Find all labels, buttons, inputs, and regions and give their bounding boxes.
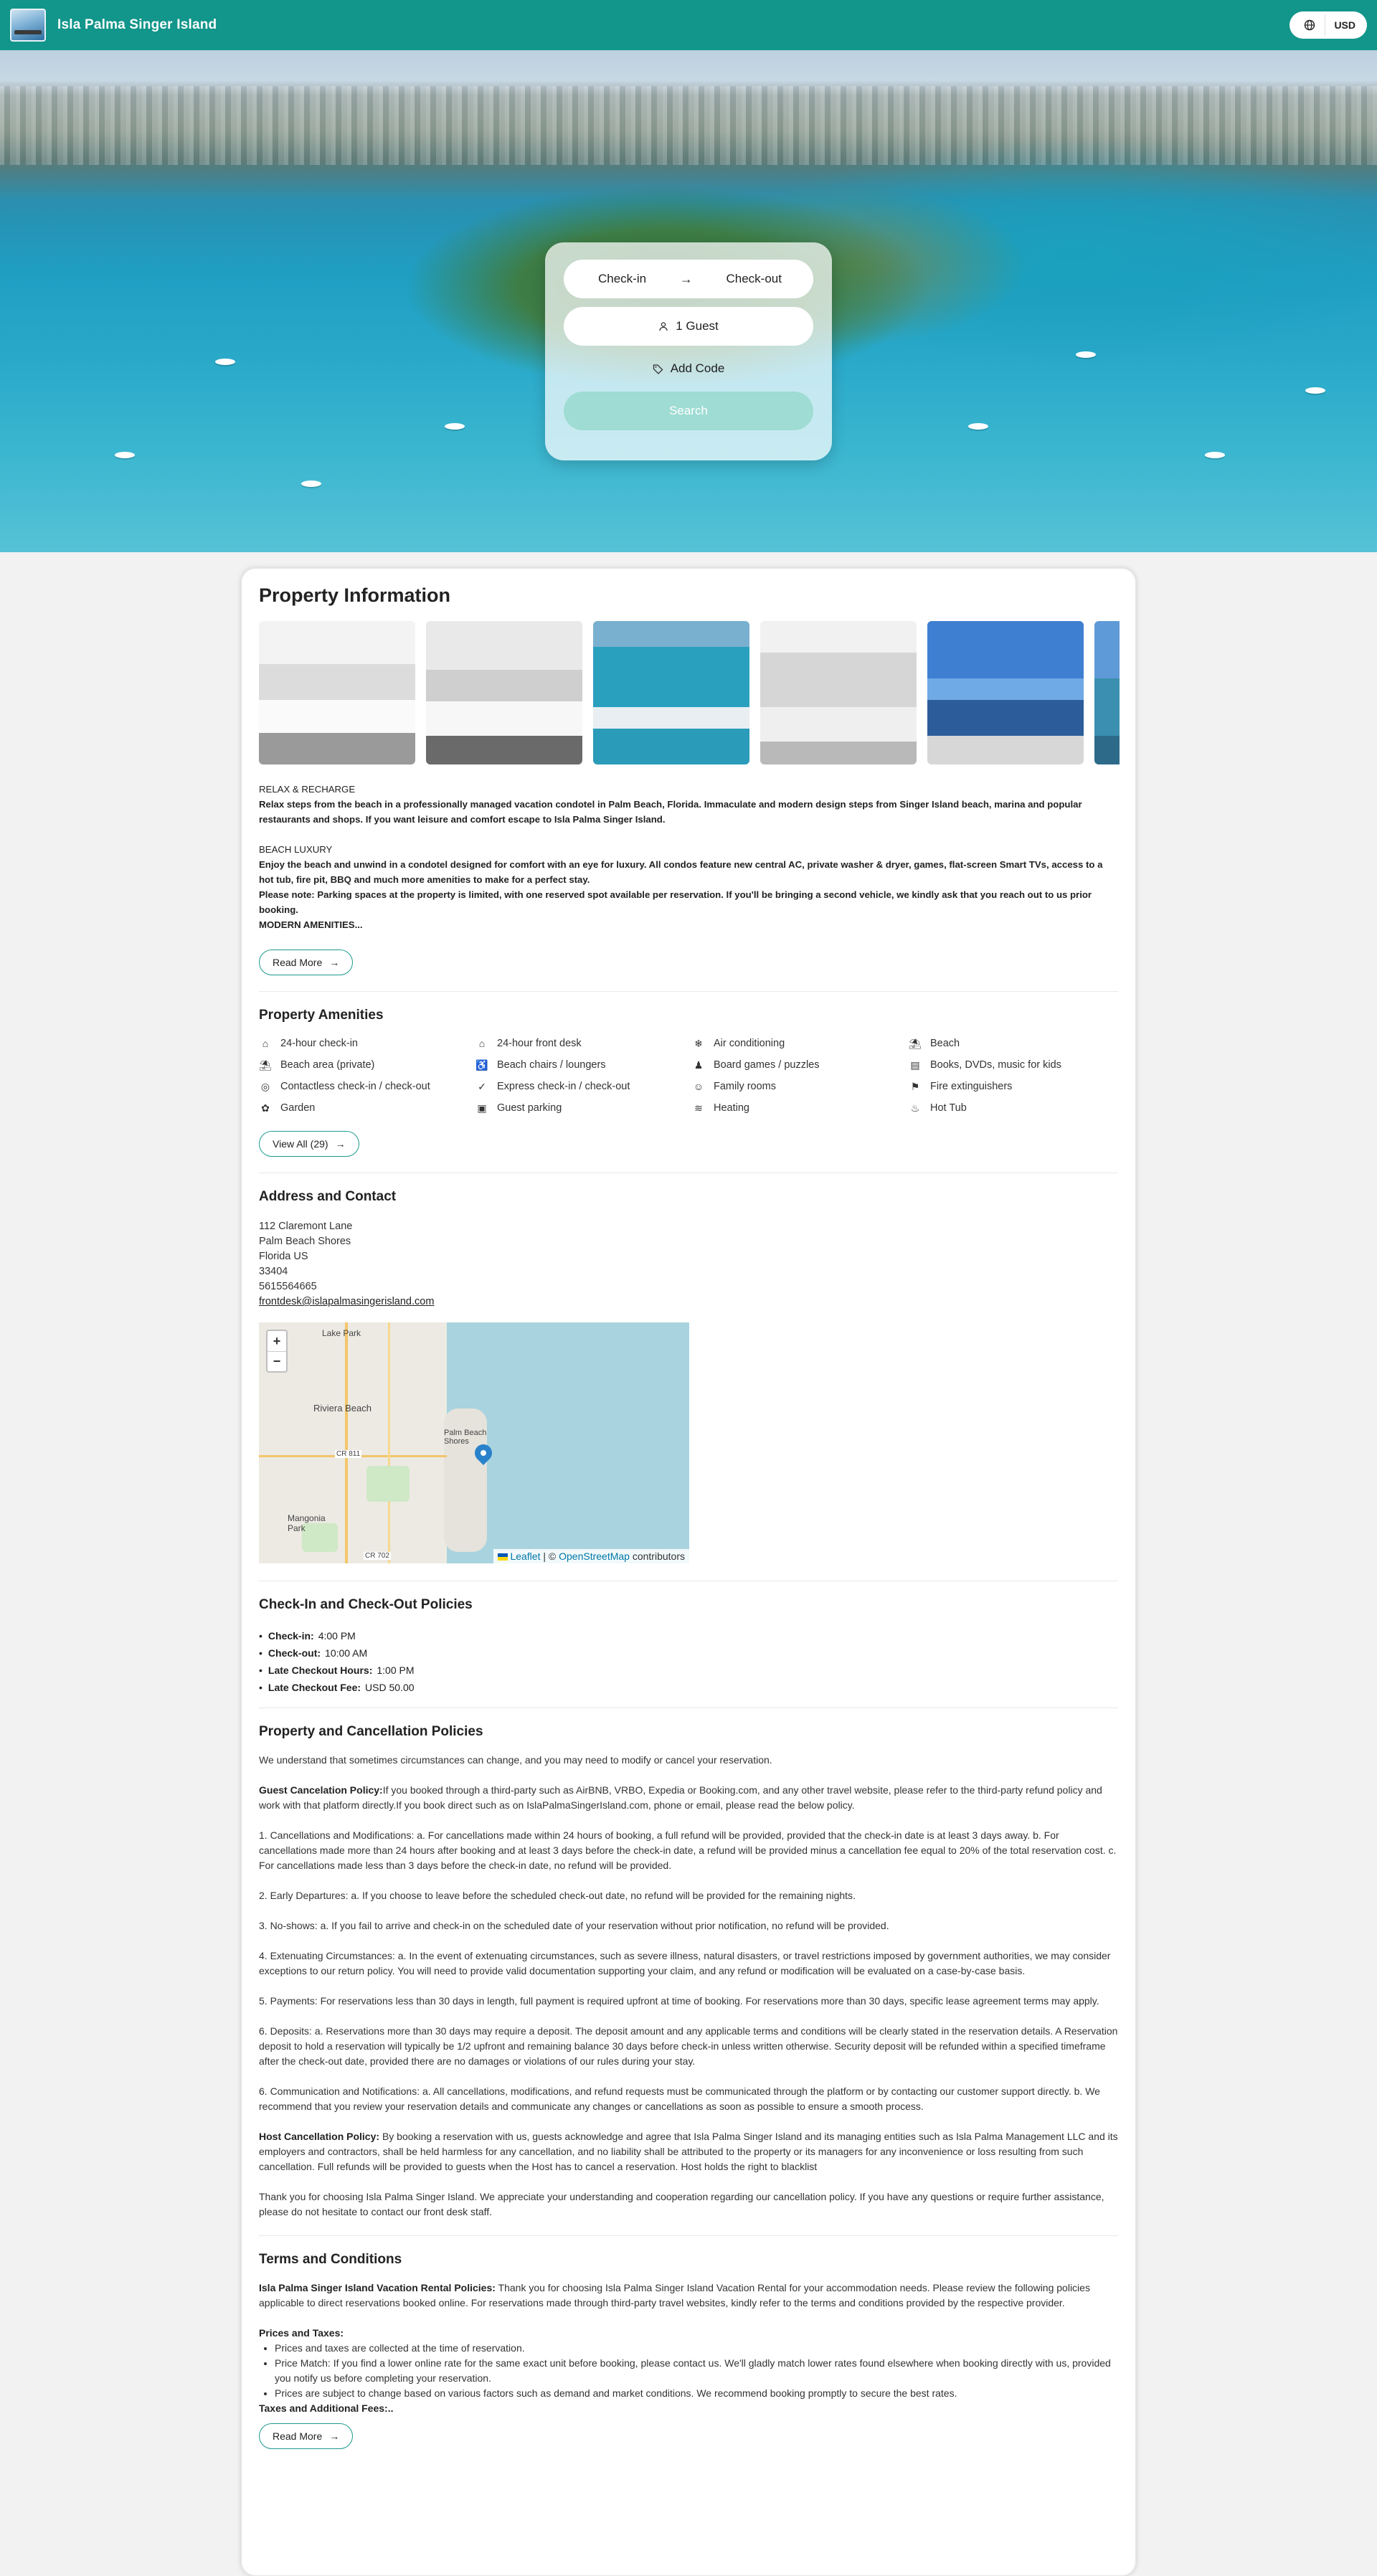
terms-block [259,2281,1118,2416]
gallery-photo[interactable] [593,621,749,764]
map-label: CR 811 [336,1450,361,1458]
amenities-title: Property Amenities [259,1008,384,1023]
terms-bullet: • Prices are subject to change based on various factors such as demand and market conditions. We recommend booking promptly to secure the best rates. [275,2386,1118,2401]
policy-value: 4:00 PM [318,1630,356,1642]
amenity-label: Board games / puzzles [714,1059,820,1071]
desc-heading: BEACH LUXURY [259,844,333,855]
checkin-policies-list [259,1627,1118,1696]
desc-paragraph: Please note: Parking spaces at the property is limited, with one reserved spot available per reservation. If you'll be bringing a second vehicle, we kindly ask that you reach out to us prior booking. [259,889,1092,915]
amenity-label: Books, DVDs, music for kids [930,1059,1061,1071]
parking-icon: ▣ [477,1102,487,1114]
family-icon: ☺ [693,1081,704,1092]
gallery-photo[interactable] [259,621,415,764]
map-label: Mangonia Park [288,1513,326,1533]
policy-paragraph: Thank you for choosing Isla Palma Singer Island. We appreciate your understanding and cooperation regarding our cancellation policy. If you have any questions or require further assistance, please do not hesitate to contact our front desk staff. [259,2191,1104,2217]
amenity-item [692,1059,909,1071]
view-all-amenities-button[interactable] [259,1131,359,1157]
map-label: Riviera Beach [313,1403,372,1414]
osm-link[interactable]: OpenStreetMap [559,1550,630,1562]
map-label: Lake Park [322,1328,361,1338]
amenity-label: 24-hour front desk [497,1038,582,1049]
gallery-photo[interactable] [760,621,917,764]
ukraine-flag-icon [498,1553,508,1561]
hero-image [0,50,1377,552]
gallery-photo[interactable] [927,621,1084,764]
hot-tub-icon: ♨ [910,1102,920,1114]
amenity-item [909,1059,1125,1071]
amenity-item [259,1038,475,1049]
policy-item [259,1644,1118,1662]
amenity-label: Family rooms [714,1081,777,1092]
check-icon: ✓ [478,1080,486,1092]
ac-icon: ❄ [694,1037,703,1049]
language-button[interactable] [1294,14,1325,36]
prices-list [275,2341,1118,2401]
arrow-right-icon: → [329,2430,340,2442]
policy-value: USD 50.00 [365,1682,415,1693]
chair-icon: ♿ [475,1059,488,1071]
policy-key: Check-out: [268,1647,321,1659]
location-map[interactable] [259,1322,689,1563]
boat [445,423,465,430]
tag-icon [653,364,663,374]
amenity-label: Heating [714,1102,749,1114]
amenity-item [475,1038,692,1049]
puzzle-icon: ♟ [694,1059,704,1071]
boat [1205,452,1225,458]
view-all-label: View All (29) [273,1138,328,1150]
property-title: Property Information [259,584,451,606]
policy-paragraph: Host Cancellation Policy: By booking a reservation with us, guests acknowledge and agree that Isla Palma Singer Island and its managing entities such as Isla Palma Management LLC and its employers and contractors, shall be held harmless for any cancellation, and no liability shall be attributed to the property or its managers for any inconvenience or loss resulting from such cancellation. Full refunds will be provided to guests when the Host has to cancel a reservation. Host holds the right to blacklist [259,2131,1118,2172]
checkout-field[interactable]: Check-out [726,272,782,285]
policy-paragraph: 6. Deposits: a. Reservations more than 30 days may require a deposit. The deposit amount and any applicable terms and conditions will be clearly stated in the reservation details. A Reservation deposit to hold a reservation will typically be 1/2 upfront and remaining balance 30 days before check-in unless written otherwise. Security deposit will be refunded within a specified timeframe after the check-out date, provided there are no damages or violations of our rules during your stay. [259,2025,1118,2067]
zoom-out-button[interactable]: − [268,1351,286,1371]
policy-paragraph: 5. Payments: For reservations less than 30 days in length, full payment is required upfront at time of booking. For reservations more than 30 days, specific lease agreement terms may apply. [259,1995,1099,2007]
policy-key: Check-in: [268,1630,314,1642]
person-icon [658,321,668,331]
amenity-label: Beach area (private) [280,1059,375,1071]
read-more-label: Read More [273,2430,323,2442]
bell-icon: ⌂ [262,1038,269,1049]
map-attribution: Leaflet | © OpenStreetMap contributors [493,1549,689,1563]
terms-title: Terms and Conditions [259,2252,402,2267]
hero-skyline [0,86,1377,165]
boat [301,480,321,487]
email-link[interactable]: frontdesk@islapalmasingerisland.com [259,1296,435,1307]
cancellation-policy [259,1753,1118,2220]
amenity-label: Express check-in / check-out [497,1081,630,1092]
amenity-label: Air conditioning [714,1038,785,1049]
policy-item [259,1679,1118,1696]
extinguisher-icon: ⚑ [910,1080,920,1092]
map-label: Palm Beach Shores [444,1429,487,1446]
address-block [259,1219,1118,1310]
contactless-icon: ◎ [260,1080,270,1092]
boat [215,359,235,365]
amenity-item [909,1081,1125,1092]
address-line: Florida US [259,1251,308,1262]
address-line: 33404 [259,1266,288,1277]
amenity-item [475,1102,692,1114]
phone-number[interactable]: 5615564665 [259,1281,317,1292]
bell-icon: ⌂ [478,1038,486,1049]
map-road [388,1322,390,1563]
checkin-field[interactable]: Check-in [598,272,647,285]
property-card [241,568,1136,2576]
read-more-label: Read More [273,957,323,968]
guests-selector[interactable] [564,307,813,346]
policy-value: 1:00 PM [377,1665,415,1676]
amenity-item [259,1081,475,1092]
amenity-item [259,1102,475,1114]
amenity-item [692,1038,909,1049]
photo-gallery[interactable] [259,621,1120,764]
globe-icon [1304,19,1315,31]
arrow-right-icon: → [679,271,693,286]
policy-item [259,1662,1118,1679]
address-line: 112 Claremont Lane [259,1221,353,1232]
desc-paragraph: Enjoy the beach and unwind in a condotel designed for comfort with an eye for luxury. All condos feature new central AC, private washer & dryer, games, flat-screen Smart TVs, access to a hot tub, fire pit, BBQ and much more amenities to make for a perfect stay. [259,859,1103,885]
read-more-button[interactable] [259,950,353,975]
add-code-label: Add Code [670,361,725,375]
address-line: Palm Beach Shores [259,1236,351,1247]
header-actions [1290,11,1367,39]
amenities-grid [259,1038,1118,1114]
amenity-label: Beach [930,1038,960,1049]
policy-value: 10:00 AM [325,1647,368,1659]
currency-selector[interactable]: USD [1334,19,1355,31]
property-description [259,782,1118,932]
amenity-item [909,1038,1125,1049]
prices-heading: Prices and Taxes: [259,2327,344,2339]
desc-heading: RELAX & RECHARGE [259,784,356,795]
policy-key: Late Checkout Hours: [268,1665,373,1676]
map-label: CR 702 [365,1552,389,1560]
arrow-right-icon: → [335,1138,346,1150]
amenity-item [909,1102,1125,1114]
terms-bullet: • Prices and taxes are collected at the time of reservation. [275,2341,1118,2356]
map-park [366,1466,410,1502]
gallery-photo[interactable] [1094,621,1120,764]
leaflet-link[interactable]: Leaflet [510,1550,541,1562]
top-navbar [0,0,1377,50]
amenity-label: Fire extinguishers [930,1081,1013,1092]
amenity-item [692,1102,909,1114]
amenity-label: Garden [280,1102,316,1114]
zoom-in-button[interactable]: + [273,1333,281,1348]
arrow-right-icon: → [329,957,340,968]
cancellation-title: Property and Cancellation Policies [259,1724,483,1739]
amenity-item [475,1059,692,1071]
desc-paragraph: Relax steps from the beach in a professionally managed vacation condotel in Palm Beach, Florida. Immaculate and modern design steps from Singer Island beach, marina and popular restaurants and shops. If you want leisure and comfort escape to Isla Palma Singer Island. [259,799,1082,825]
amenity-label: Guest parking [497,1102,562,1114]
amenity-label: Contactless check-in / check-out [280,1081,430,1092]
boat [1076,351,1096,358]
map-zoom-control [266,1330,288,1373]
search-button[interactable]: Search [564,392,813,430]
book-icon: ▤ [910,1059,920,1071]
policy-paragraph: 4. Extenuating Circumstances: a. In the event of extenuating circumstances, such as severe illness, natural disasters, or travel restrictions imposed by government authorities, we may consider exceptions to our return policy. You will need to provide valid documentation supporting your claim, and any refund or modification will be evaluated on a case-by-case basis. [259,1950,1111,1976]
site-title[interactable]: Isla Palma Singer Island [57,17,217,32]
map-road [345,1322,348,1563]
policy-paragraph: 3. No-shows: a. If you fail to arrive and check-in on the scheduled date of your reservation without prior notification, no refund will be provided. [259,1920,889,1931]
policy-key: Late Checkout Fee: [268,1682,361,1693]
boat [115,452,135,458]
amenity-item [692,1081,909,1092]
policy-paragraph: We understand that sometimes circumstances can change, and you may need to modify or cancel your reservation. [259,1754,772,1766]
policy-paragraph: 1. Cancellations and Modifications: a. For cancellations made within 24 hours of booking, a full refund will be provided, provided that the check-in date is at least 3 days away. b. For cancellations made more than 24 hours after booking and at least 3 days before the check-in date, a refund will be provided minus a cancellation fee equal to 20% of the total reservation cost. c. For cancellations made less than 3 days before the check-in date, no refund will be provided. [259,1829,1117,1871]
amenity-label: 24-hour check-in [280,1038,358,1049]
add-code-button[interactable] [564,353,813,384]
terms-read-more-button[interactable] [259,2423,353,2449]
policy-item [259,1627,1118,1644]
umbrella-icon: ⛱ [259,1059,272,1071]
amenity-label: Beach chairs / loungers [497,1059,606,1071]
address-title: Address and Contact [259,1189,397,1204]
amenity-label: Hot Tub [930,1102,967,1114]
booking-widget [545,242,832,460]
plant-icon: ✿ [261,1102,270,1114]
gallery-photo[interactable] [426,621,582,764]
terms-bullet: • Price Match: If you find a lower online rate for the same exact unit before booking, please contact us. We'll gladly match lower rates found elsewhere when booking directly with us, provided you notify us before completing your reservation. [275,2356,1118,2386]
policy-paragraph: 6. Communication and Notifications: a. All cancellations, modifications, and refund requests must be communicated through the platform or by contacting our customer support directly. b. We recommend that you review your reservation details and communicate any changes or cancellations as soon as possible to ensure a smooth process. [259,2085,1100,2112]
amenity-item [475,1081,692,1092]
heating-icon: ≋ [694,1102,703,1114]
policy-paragraph: Guest Cancelation Policy:If you booked through a third-party such as AirBNB, VRBO, Expedia or Booking.com, and any other travel website, please refer to the third-party refund policy and work with that platform directly.If you book direct such as on IslaPalmaSingerIsland.com, phone or email, please read the below policy. [259,1784,1102,1811]
boat [968,423,988,430]
policy-paragraph: 2. Early Departures: a. If you choose to leave before the scheduled check-out date, no refund will be provided for the remaining nights. [259,1890,856,1901]
umbrella-icon: ⛱ [909,1037,922,1049]
site-logo[interactable] [10,9,46,42]
desc-heading: MODERN AMENITIES... [259,919,363,930]
terms-lead: Isla Palma Singer Island Vacation Rental Policies: Thank you for choosing Isla Palma Singer Island Vacation Rental for your accommodation needs. Please review the following policies applicable to direct reservations booked online. For reservations made through third-party travel websites, kindly refer to the terms and conditions provided by the respective provider. [259,2282,1090,2309]
date-range-picker[interactable] [564,260,813,298]
checkin-policies-title: Check-In and Check-Out Policies [259,1597,473,1612]
fees-heading: Taxes and Additional Fees:.. [259,2402,394,2414]
guests-label: 1 Guest [676,319,719,333]
boat [1305,387,1325,394]
amenity-item [259,1059,475,1071]
